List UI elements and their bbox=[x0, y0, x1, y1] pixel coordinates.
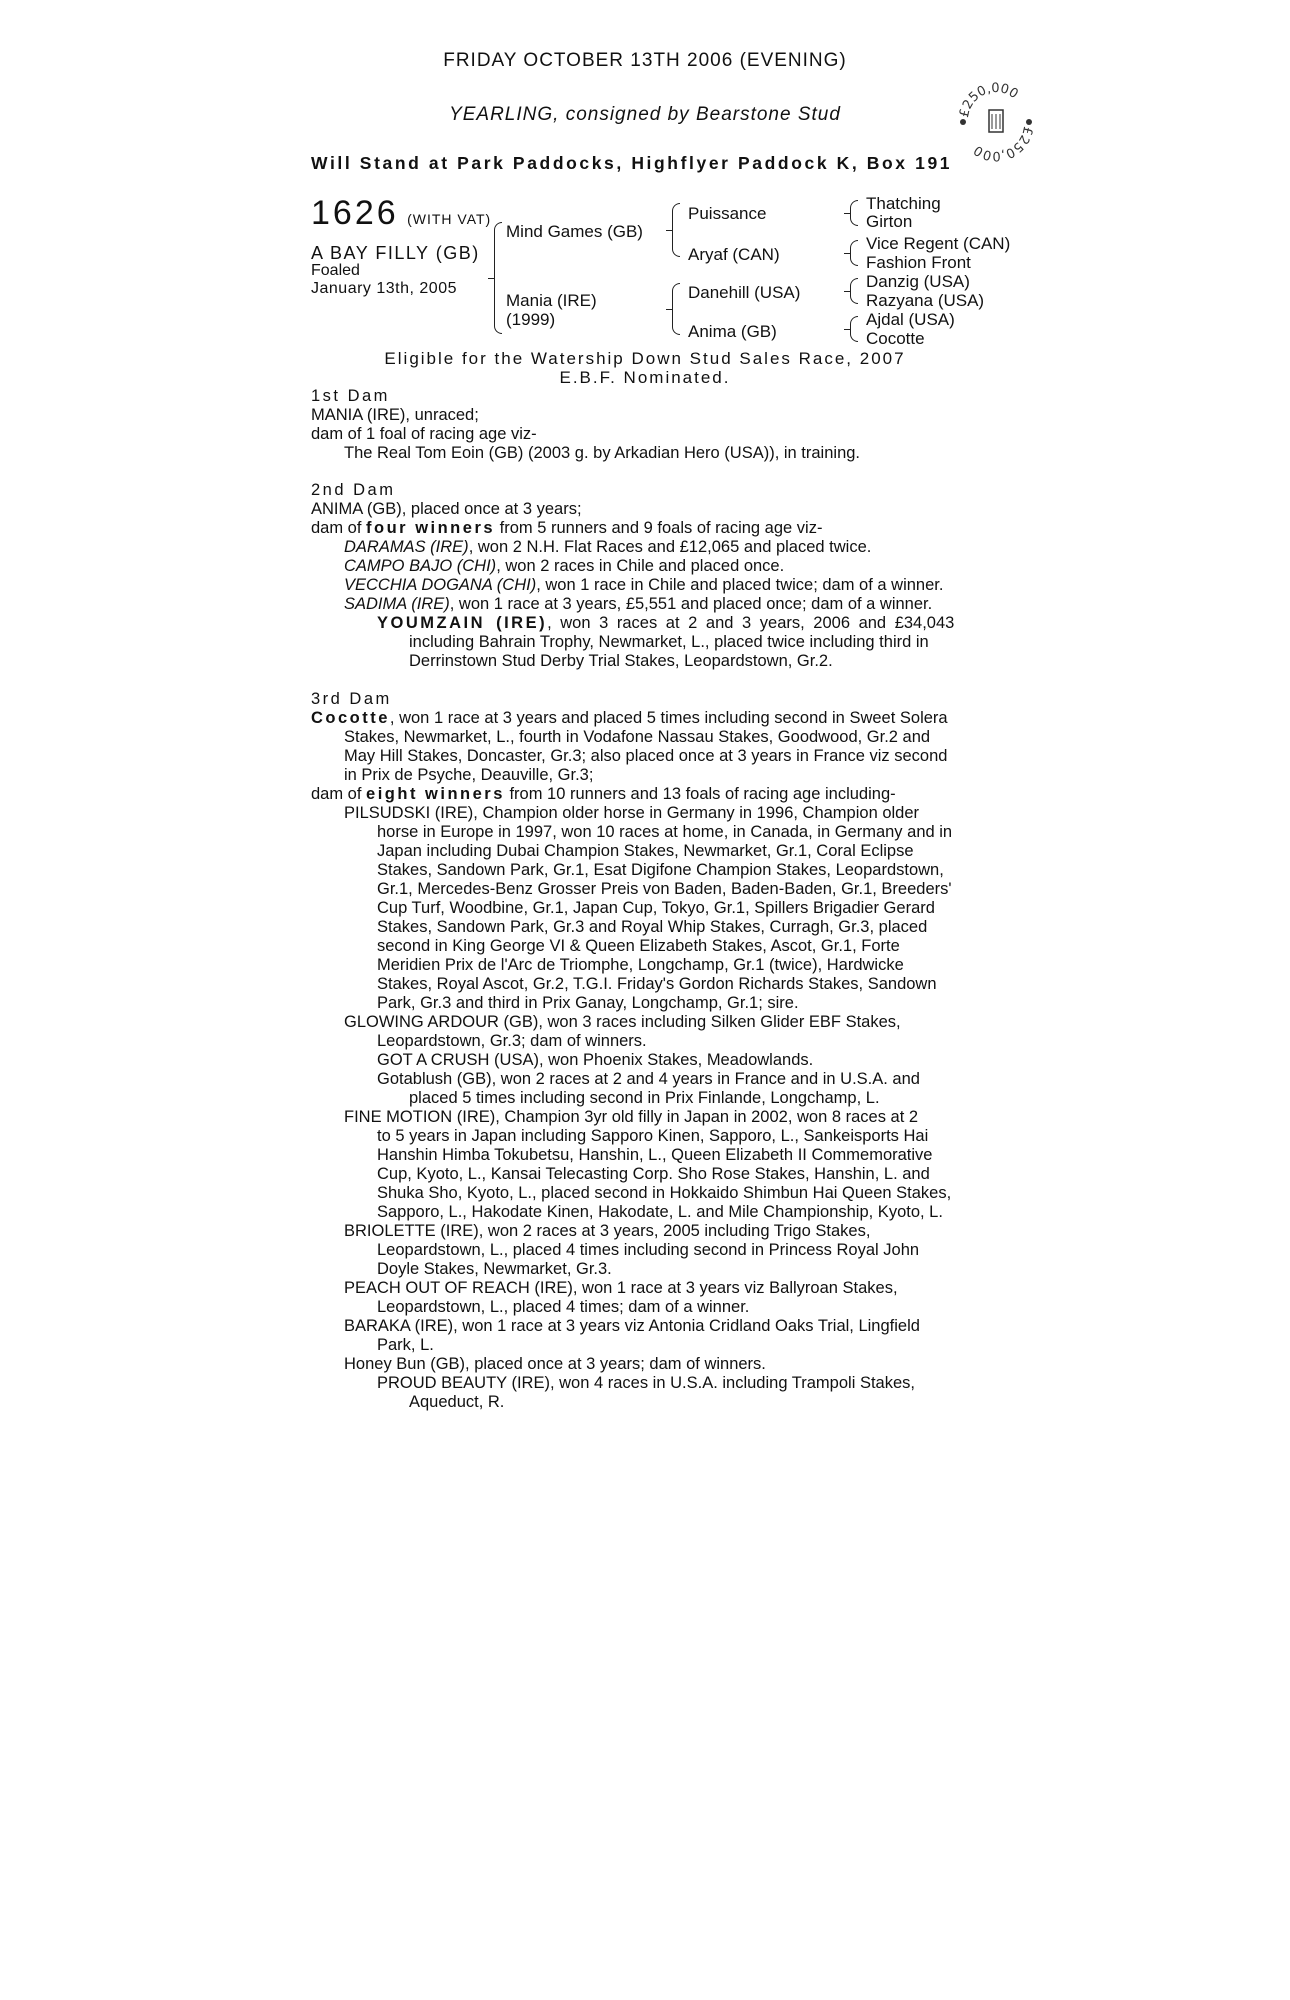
foaled-label: Foaled bbox=[311, 262, 360, 279]
produce-line: FINE MOTION (IRE), Champion 3yr old filly in Japan in 2002, won 8 races at 2 bbox=[344, 1108, 919, 1126]
produce-line: Japan including Dubai Champion Stakes, Newmarket, Gr.1, Coral Eclipse bbox=[377, 842, 914, 860]
produce-line: Stakes, Sandown Park, Gr.3 and Royal Whip Stakes, Curragh, Gr.3, placed bbox=[377, 918, 928, 936]
pedigree-dam: Mania (IRE) bbox=[506, 291, 597, 310]
price-stamp bbox=[956, 72, 1036, 162]
pedigree-g8: Cocotte bbox=[866, 329, 925, 348]
produce-line: Park, L. bbox=[377, 1336, 434, 1354]
pedigree-g2: Girton bbox=[866, 212, 913, 231]
produce-line: Gr.1, Mercedes-Benz Grosser Preis von Baden, Baden-Baden, Gr.1, Breeders' bbox=[377, 880, 952, 898]
pedigree-sire: Mind Games (GB) bbox=[506, 222, 643, 241]
produce-line: to 5 years in Japan including Sapporo Kinen, Sapporo, L., Sankeisports Hai bbox=[377, 1127, 929, 1145]
produce-line: Leopardstown, L., placed 4 times; dam of a winner. bbox=[377, 1298, 750, 1316]
third-dam-heading: 3rd Dam bbox=[311, 690, 392, 708]
third-dam-line bbox=[311, 709, 948, 728]
pedigree-brace-7 bbox=[850, 316, 858, 342]
lot-number: 1626 bbox=[311, 194, 399, 232]
pedigree-g6: Razyana (USA) bbox=[866, 291, 985, 310]
produce-line: Hanshin Himba Tokubetsu, Hanshin, L., Queen Elizabeth II Commemorative bbox=[377, 1146, 933, 1164]
horse-name: DARAMAS (IRE) bbox=[344, 538, 469, 556]
produce-line: Sapporo, L., Hakodate Kinen, Hakodate, L. and Mile Championship, Kyoto, L. bbox=[377, 1203, 943, 1221]
produce-line: Stakes, Royal Ascot, Gr.2, T.G.I. Friday's Gordon Richards Stakes, Sandown bbox=[377, 975, 937, 993]
produce-line: GLOWING ARDOUR (GB), won 3 races including Silken Glider EBF Stakes, bbox=[344, 1013, 901, 1031]
pedigree-g1: Thatching bbox=[866, 194, 941, 213]
second-dam-line bbox=[311, 519, 822, 538]
text-run: dam of bbox=[311, 519, 367, 537]
produce-line: Park, Gr.3 and third in Prix Ganay, Longchamp, Gr.1; sire. bbox=[377, 994, 799, 1012]
produce-line: Shuka Sho, Kyoto, L., placed second in Hokkaido Shimbun Hai Queen Stakes, bbox=[377, 1184, 952, 1202]
produce-line: placed 5 times including second in Prix Finlande, Longchamp, L. bbox=[409, 1089, 880, 1107]
pedigree-brace-6 bbox=[850, 278, 858, 304]
text-run: , won 3 races at 2 and 3 years, 2006 and £34,043 bbox=[547, 614, 955, 632]
produce-line: PROUD BEAUTY (IRE), won 4 races in U.S.A. including Trampoli Stakes, bbox=[377, 1374, 915, 1392]
pedigree-g7: Ajdal (USA) bbox=[866, 310, 955, 329]
text-run: , won 1 race at 3 years and placed 5 times including second in Sweet Solera bbox=[389, 709, 948, 727]
produce-line: GOT A CRUSH (USA), won Phoenix Stakes, Meadowlands. bbox=[377, 1051, 814, 1069]
first-dam-line: dam of 1 foal of racing age viz- bbox=[311, 425, 537, 443]
text-run: , won 1 race in Chile and placed twice; dam of a winner. bbox=[536, 576, 944, 594]
produce-line: BARAKA (IRE), won 1 race at 3 years viz Antonia Cridland Oaks Trial, Lingfield bbox=[344, 1317, 920, 1335]
horse-name: Cocotte bbox=[311, 709, 390, 727]
produce-line: Leopardstown, Gr.3; dam of winners. bbox=[377, 1032, 647, 1050]
produce-line: Aqueduct, R. bbox=[409, 1393, 505, 1411]
text-run: , won 2 N.H. Flat Races and £12,065 and placed twice. bbox=[468, 538, 872, 556]
pedigree-sire-dam: Aryaf (CAN) bbox=[688, 245, 780, 264]
third-dam-line: May Hill Stakes, Doncaster, Gr.3; also placed once at 3 years in France viz second bbox=[344, 747, 948, 765]
produce-line: Stakes, Sandown Park, Gr.1, Esat Digifone Champion Stakes, Leopardstown, bbox=[377, 861, 944, 879]
second-dam-produce bbox=[344, 595, 932, 614]
text-run: , won 2 races in Chile and placed once. bbox=[496, 557, 785, 575]
first-dam-line: MANIA (IRE), unraced; bbox=[311, 406, 479, 424]
location-line: Will Stand at Park Paddocks, Highflyer Paddock K, Box 191 bbox=[311, 153, 953, 173]
produce-line: Doyle Stakes, Newmarket, Gr.3. bbox=[377, 1260, 612, 1278]
produce-line: Meridien Prix de l'Arc de Triomphe, Longchamp, Gr.1 (twice), Hardwicke bbox=[377, 956, 904, 974]
eligibility-line-1: Eligible for the Watership Down Stud Sales Race, 2007 bbox=[384, 349, 906, 368]
second-dam-produce bbox=[377, 614, 954, 633]
pedigree-dam-sire: Danehill (USA) bbox=[688, 283, 801, 302]
svg-text:£250,000: £250,000 bbox=[971, 125, 1035, 162]
pedigree-brace-2 bbox=[672, 203, 680, 257]
svg-text:£250,000: £250,000 bbox=[957, 80, 1021, 119]
horse-name: SADIMA (IRE) bbox=[344, 595, 450, 613]
second-dam-line: ANIMA (GB), placed once at 3 years; bbox=[311, 500, 582, 518]
vat-note: (WITH VAT) bbox=[407, 211, 492, 227]
horse-name: CAMPO BAJO (CHI) bbox=[344, 557, 497, 575]
first-dam-line: The Real Tom Eoin (GB) (2003 g. by Arkadian Hero (USA)), in training. bbox=[344, 444, 861, 462]
third-dam-line bbox=[311, 785, 896, 804]
produce-line: PILSUDSKI (IRE), Champion older horse in Germany in 1996, Champion older bbox=[344, 804, 920, 822]
pedigree-brace-4 bbox=[850, 200, 858, 226]
text-run: from 10 runners and 13 foals of racing age including- bbox=[504, 785, 896, 803]
produce-line: Leopardstown, L., placed 4 times including second in Princess Royal John bbox=[377, 1241, 920, 1259]
lot-description: A BAY FILLY (GB) bbox=[311, 243, 480, 263]
pedigree-g5: Danzig (USA) bbox=[866, 272, 970, 291]
eligibility-line-2: E.B.F. Nominated. bbox=[559, 368, 731, 387]
produce-line: BRIOLETTE (IRE), won 2 races at 3 years, 2005 including Trigo Stakes, bbox=[344, 1222, 871, 1240]
lot-number-group bbox=[311, 194, 491, 233]
pedigree-g4: Fashion Front bbox=[866, 253, 971, 272]
pedigree-sire-sire: Puissance bbox=[688, 204, 767, 223]
pedigree-g3: Vice Regent (CAN) bbox=[866, 234, 1011, 253]
second-dam-produce: Derrinstown Stud Derby Trial Stakes, Leopardstown, Gr.2. bbox=[409, 652, 833, 670]
pedigree-brace-3 bbox=[672, 283, 680, 335]
pedigree-brace-1 bbox=[494, 222, 502, 334]
first-dam-heading: 1st Dam bbox=[311, 387, 390, 405]
produce-line: horse in Europe in 1997, won 10 races at home, in Canada, in Germany and in bbox=[377, 823, 953, 841]
second-dam-produce: including Bahrain Trophy, Newmarket, L., placed twice including third in bbox=[409, 633, 929, 651]
sale-date: FRIDAY OCTOBER 13TH 2006 (EVENING) bbox=[443, 50, 847, 71]
produce-line: PEACH OUT OF REACH (IRE), won 1 race at 3 years viz Ballyroan Stakes, bbox=[344, 1279, 898, 1297]
produce-line: second in King George VI & Queen Elizabeth Stakes, Ascot, Gr.1, Forte bbox=[377, 937, 900, 955]
second-dam-produce bbox=[344, 538, 871, 557]
second-dam-produce bbox=[344, 557, 784, 576]
third-dam-line: Stakes, Newmarket, L., fourth in Vodafone Nassau Stakes, Goodwood, Gr.2 and bbox=[344, 728, 931, 746]
winners-count: eight winners bbox=[366, 785, 505, 803]
lot-subtitle: YEARLING, consigned by Bearstone Stud bbox=[449, 104, 841, 125]
third-dam-line: in Prix de Psyche, Deauville, Gr.3; bbox=[344, 766, 594, 784]
price-stamp-graphic bbox=[956, 72, 1036, 162]
text-run: dam of bbox=[311, 785, 367, 803]
pedigree-dam-dam: Anima (GB) bbox=[688, 322, 777, 341]
foaled-date: January 13th, 2005 bbox=[311, 280, 457, 297]
second-dam-produce bbox=[344, 576, 943, 595]
produce-line: Cup Turf, Woodbine, Gr.1, Japan Cup, Tokyo, Gr.1, Spillers Brigadier Gerard bbox=[377, 899, 935, 917]
produce-line: Gotablush (GB), won 2 races at 2 and 4 years in France and in U.S.A. and bbox=[377, 1070, 920, 1088]
horse-name: YOUMZAIN (IRE) bbox=[377, 614, 548, 632]
second-dam-heading: 2nd Dam bbox=[311, 481, 396, 499]
horse-name: VECCHIA DOGANA (CHI) bbox=[344, 576, 537, 594]
pedigree-brace-5 bbox=[850, 240, 858, 266]
pedigree-dam-year: (1999) bbox=[506, 310, 556, 329]
text-run: , won 1 race at 3 years, £5,551 and placed once; dam of a winner. bbox=[449, 595, 933, 613]
winners-count: four winners bbox=[366, 519, 496, 537]
text-run: from 5 runners and 9 foals of racing age viz- bbox=[495, 519, 823, 537]
produce-line: Honey Bun (GB), placed once at 3 years; dam of winners. bbox=[344, 1355, 766, 1373]
produce-line: Cup, Kyoto, L., Kansai Telecasting Corp. Sho Rose Stakes, Hanshin, L. and bbox=[377, 1165, 930, 1183]
